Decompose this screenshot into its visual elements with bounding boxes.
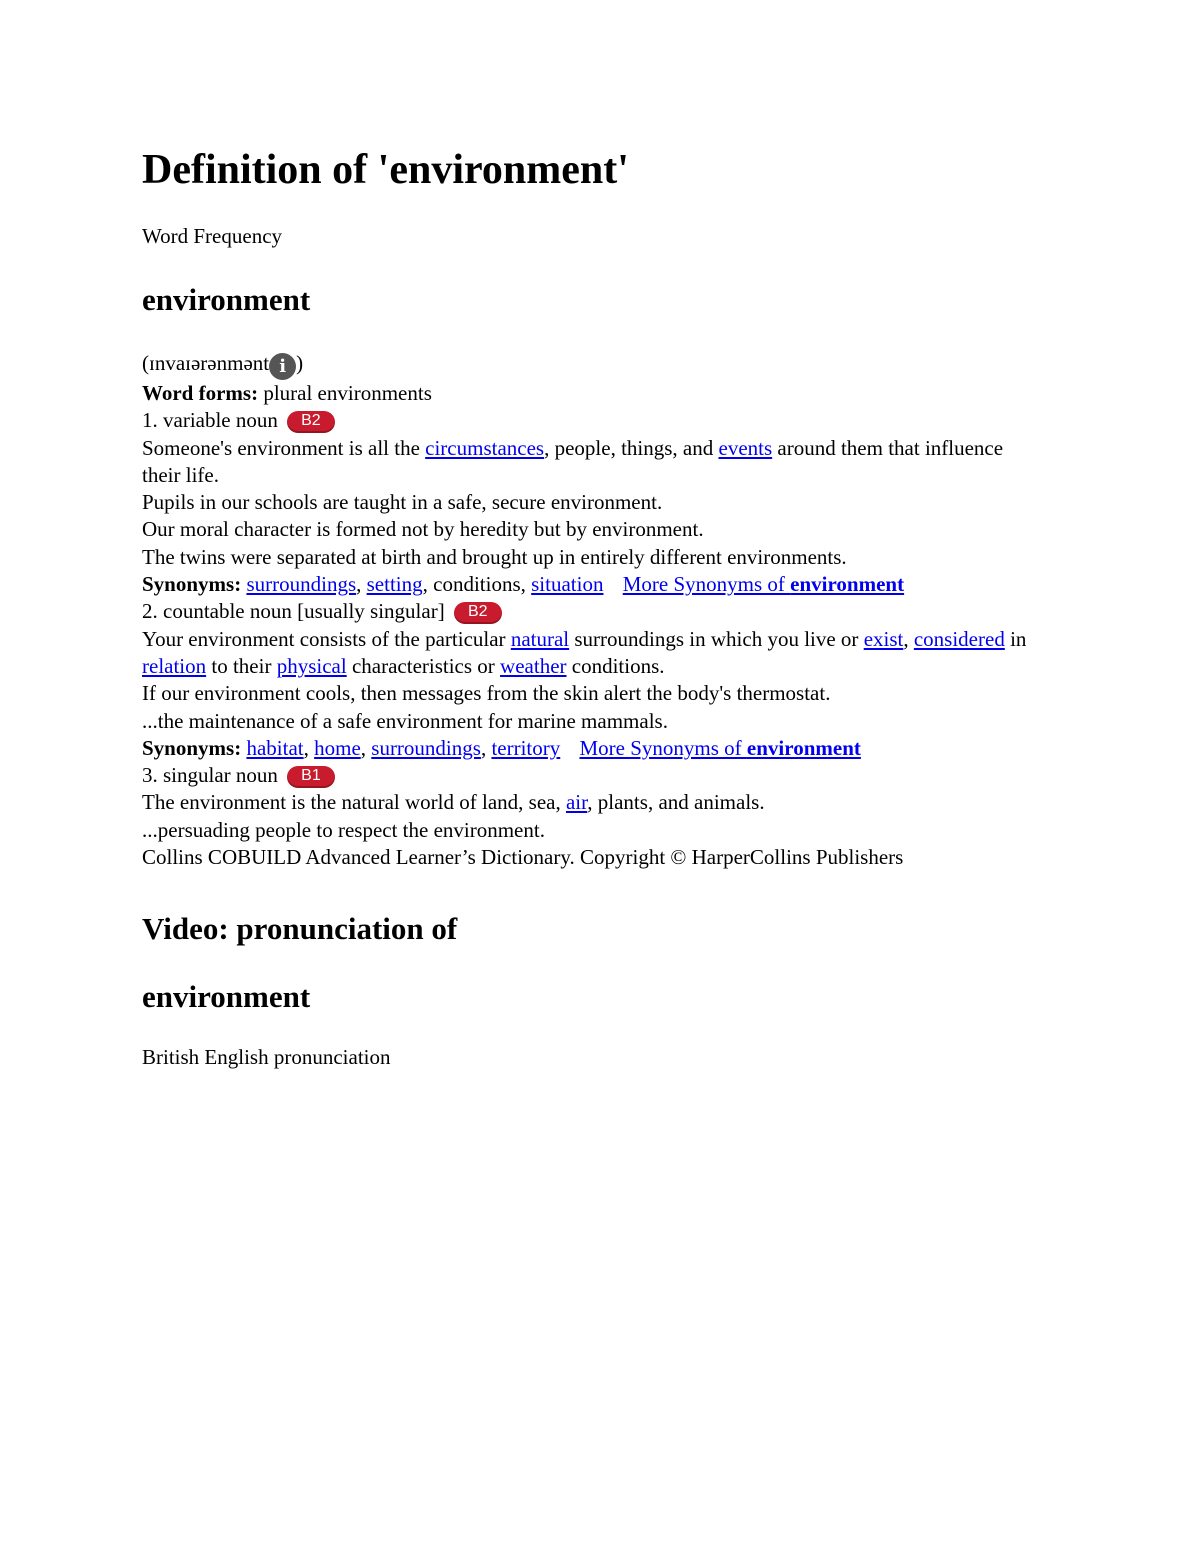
copyright-notice: Collins COBUILD Advanced Learner’s Dictionary. Copyright © HarperCollins Publishers bbox=[142, 845, 904, 870]
level-badge-b2: B2 bbox=[287, 411, 335, 433]
synonym-link-setting[interactable]: setting bbox=[366, 572, 423, 597]
link-exist[interactable]: exist bbox=[863, 626, 904, 651]
page-title: Definition of 'environment' bbox=[142, 147, 629, 193]
sense-3-pos: 3. singular noun bbox=[142, 763, 278, 788]
headword: environment bbox=[142, 282, 311, 317]
sense-1-definition: Someone's environment is all the circumstances, people, things, and events around them that influence their life. bbox=[142, 435, 1004, 487]
synonyms-label: Synonyms: bbox=[142, 572, 242, 597]
sense-2-pos: 2. countable noun [usually singular] bbox=[142, 599, 445, 624]
example-sentence: If our environment cools, then messages from the skin alert the body's thermostat. bbox=[142, 681, 831, 706]
info-icon[interactable]: i bbox=[269, 353, 296, 380]
link-events[interactable]: events bbox=[718, 435, 773, 460]
synonym-link-habitat[interactable]: habitat bbox=[246, 735, 304, 760]
link-relation[interactable]: relation bbox=[142, 653, 207, 678]
level-badge-b1: B1 bbox=[287, 766, 335, 788]
link-weather[interactable]: weather bbox=[500, 653, 567, 678]
word-frequency-label: Word Frequency bbox=[142, 224, 283, 248]
example-sentence: ...the maintenance of a safe environment for marine mammals. bbox=[142, 708, 668, 733]
synonym-link-surroundings[interactable]: surroundings bbox=[371, 735, 481, 760]
synonyms-label: Synonyms: bbox=[142, 735, 242, 760]
sense-2-definition: Your environment consists of the particular natural surroundings in which you live or exist, considered in relation to their physical characteristics or weather conditions. bbox=[142, 626, 1027, 678]
example-sentence: The twins were separated at birth and brought up in entirely different environments. bbox=[142, 544, 847, 569]
sense-1-header bbox=[142, 407, 1042, 434]
more-synonyms-link[interactable]: More Synonyms of environment bbox=[622, 572, 905, 597]
level-badge-b2: B2 bbox=[454, 602, 502, 624]
word-forms bbox=[142, 380, 1042, 407]
link-considered[interactable]: considered bbox=[913, 626, 1005, 651]
video-heading: Video: pronunciation of bbox=[142, 911, 458, 947]
pronunciation-line: (ɪnvaɪərənmənt i ) bbox=[142, 350, 1042, 380]
word-forms-value: plural environments bbox=[258, 381, 432, 405]
synonym-link-situation[interactable]: situation bbox=[531, 572, 604, 597]
sense-2-header bbox=[142, 598, 1042, 625]
example-sentence: Pupils in our schools are taught in a safe, secure environment. bbox=[142, 490, 663, 515]
link-circumstances[interactable]: circumstances bbox=[425, 435, 545, 460]
more-synonyms-link[interactable]: More Synonyms of environment bbox=[579, 735, 861, 760]
video-headword: environment bbox=[142, 979, 311, 1015]
sense-2-synonyms: Synonyms: habitat, home, surroundings, territory More Synonyms of environment bbox=[142, 735, 861, 760]
link-physical[interactable]: physical bbox=[276, 653, 347, 678]
sense-1-pos: 1. variable noun bbox=[142, 408, 278, 433]
british-pronunciation-label: British English pronunciation bbox=[142, 1045, 391, 1070]
sense-1-synonyms: Synonyms: surroundings, setting, conditions, situation More Synonyms of environment bbox=[142, 572, 905, 597]
word-forms-label: Word forms: bbox=[142, 381, 259, 405]
example-sentence: Our moral character is formed not by heredity but by environment. bbox=[142, 517, 704, 542]
link-natural[interactable]: natural bbox=[510, 626, 570, 651]
sense-3-definition: The environment is the natural world of land, sea, air, plants, and animals. bbox=[142, 790, 765, 815]
synonym-link-territory[interactable]: territory bbox=[491, 735, 561, 760]
synonym-link-home[interactable]: home bbox=[314, 735, 361, 760]
synonym-link-surroundings[interactable]: surroundings bbox=[246, 572, 357, 597]
sense-3-header bbox=[142, 762, 1042, 789]
pronunciation-ipa: ɪnvaɪərənmənt bbox=[149, 351, 270, 375]
example-sentence: ...persuading people to respect the environment. bbox=[142, 817, 545, 842]
link-air[interactable]: air bbox=[565, 790, 588, 815]
dictionary-entry bbox=[142, 350, 1042, 871]
page-content bbox=[142, 140, 1042, 1071]
